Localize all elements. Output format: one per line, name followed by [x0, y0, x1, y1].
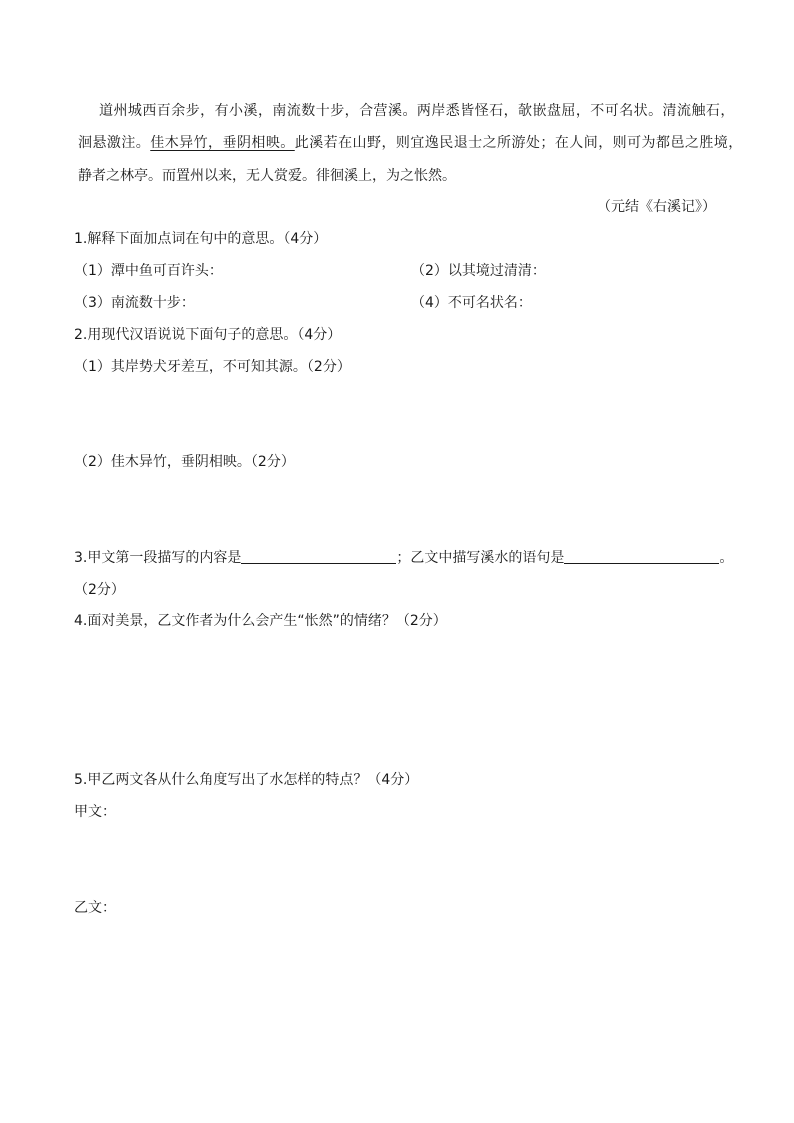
- underlined-sentence: 佳木异竹，垂阴相映。: [150, 135, 295, 151]
- passage-line-1: 道州城西百余步，有小溪，南流数十步，合营溪。两岸悉皆怪石，欹嵌盘屈，不可名状。清流触石，: [99, 103, 735, 119]
- passage-line-3: 静者之林亭。而置州以来，无人赏爱。徘徊溪上，为之怅然。: [78, 168, 456, 184]
- question-3-part-2: ；乙文中描写溪水的语句是: [396, 550, 565, 566]
- question-1-item-2: （2）以其境过清清：: [411, 263, 546, 279]
- question-1-title: 1.解释下面加点词在句中的意思。（4分）: [74, 231, 328, 247]
- passage-line-2-end: 此溪若在山野，则宜逸民退士之所游处；在人间，则可为都邑之胜境，: [294, 135, 743, 151]
- question-5-yi-label: 乙文：: [74, 900, 116, 916]
- answer-blank-1[interactable]: [241, 549, 396, 564]
- passage-line-2: [78, 134, 743, 152]
- question-4-title: 4.面对美景，乙文作者为什么会产生“怅然”的情绪？（2分）: [74, 613, 447, 629]
- question-5-title: 5.甲乙两文各从什么角度写出了水怎样的特点？（4分）: [74, 772, 419, 788]
- passage-source: （元结《右溪记》）: [597, 199, 716, 215]
- question-1-item-4: （4）不可名状名：: [411, 295, 532, 311]
- answer-blank-2[interactable]: [564, 549, 719, 564]
- question-2-sub-2: （2）佳木异竹，垂阴相映。（2分）: [74, 454, 295, 470]
- question-1-item-3: （3）南流数十步：: [74, 295, 195, 311]
- question-3-score: （2分）: [74, 582, 125, 598]
- question-5-jia-label: 甲文：: [74, 804, 116, 820]
- question-2-sub-1: （1）其岸势犬牙差互，不可知其源。（2分）: [74, 359, 351, 375]
- question-2-title: 2.用现代汉语说说下面句子的意思。（4分）: [74, 327, 342, 343]
- question-3-part-3: 。: [719, 550, 734, 566]
- question-3-part-1: 3.甲文第一段描写的内容是: [74, 550, 242, 566]
- question-3-line: [74, 549, 733, 567]
- passage-line-2-start: 洄悬激注。: [78, 135, 151, 151]
- question-1-item-1: （1）潭中鱼可百许头：: [74, 263, 223, 279]
